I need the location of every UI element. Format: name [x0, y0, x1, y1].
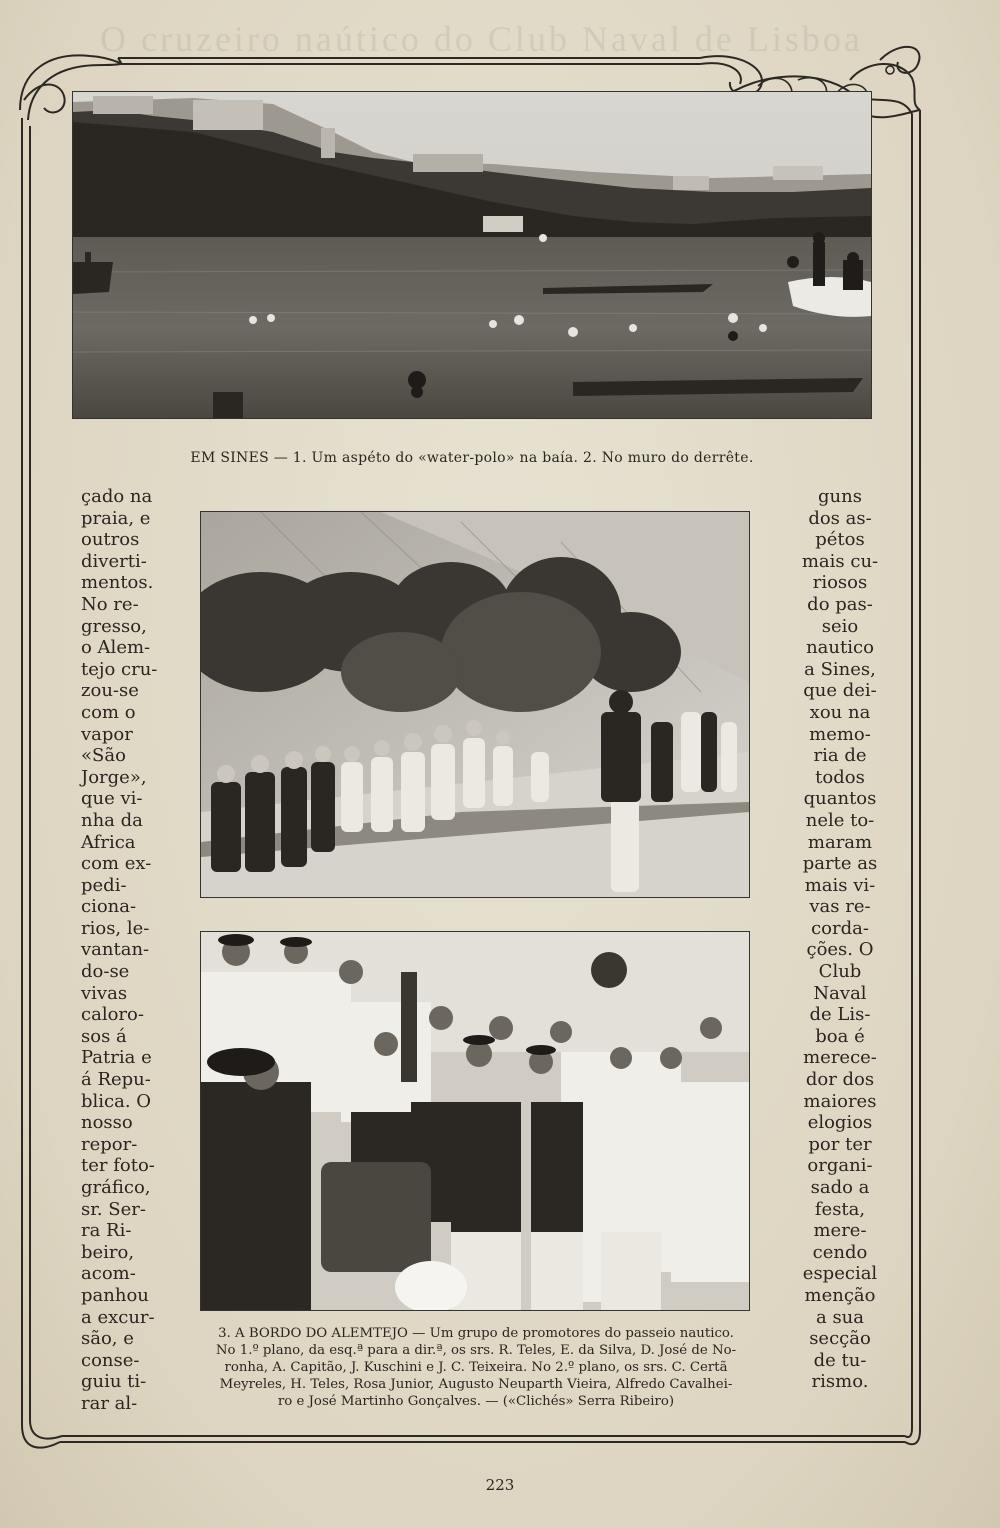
- caption-line: ro e José Martinho Gonçalves. — («Clichés» Serra Ribeiro): [277, 1394, 675, 1409]
- text-line: vivas: [81, 982, 128, 1004]
- text-line: maram: [807, 831, 873, 853]
- text-line: organi-: [807, 1155, 873, 1177]
- caption-line: Meyreles, H. Teles, Rosa Junior, Augusto Neuparth Vieira, Alfredo Cavalhei-: [219, 1377, 733, 1392]
- text-line: nosso: [81, 1112, 133, 1134]
- text-line: zou-se: [81, 680, 139, 702]
- text-line: repor-: [81, 1133, 138, 1155]
- text-line: de Lis-: [809, 1004, 871, 1026]
- caption-line: 3. A BORDO DO ALEMTEJO — Um grupo de promotores do passeio nautico.: [218, 1326, 734, 1341]
- text-line: nautico: [806, 637, 874, 659]
- text-line: Club: [818, 961, 862, 983]
- text-line: Naval: [813, 982, 867, 1004]
- text-line: são, e: [81, 1328, 134, 1350]
- left-text-column: [81, 486, 158, 1415]
- caption-line: No 1.º plano, da esq.ª para a dir.ª, os srs. R. Teles, E. da Silva, D. José de No-: [215, 1343, 737, 1358]
- text-line: praia, e: [81, 507, 151, 529]
- text-line: Jorge»,: [81, 766, 147, 788]
- text-line: do-se: [81, 961, 130, 983]
- text-line: mais vi-: [804, 874, 876, 896]
- text-line: quantos: [803, 788, 877, 810]
- text-line: pétos: [815, 529, 865, 551]
- figure-caption-top: EM SINES — 1. Um aspéto do «water-polo» na baía. 2. No muro do derrête.: [190, 450, 754, 466]
- text-line: cendo: [812, 1241, 868, 1263]
- text-line: panhou: [81, 1284, 149, 1306]
- text-line: seio: [821, 615, 859, 637]
- wall-group-photo: [201, 512, 749, 897]
- text-line: de tu-: [813, 1349, 867, 1371]
- text-line: todos: [815, 766, 865, 788]
- text-line: conse-: [81, 1349, 140, 1371]
- text-line: dor dos: [805, 1069, 875, 1091]
- text-line: mais cu-: [801, 550, 879, 572]
- text-line: gráfico,: [81, 1177, 151, 1198]
- text-line: secção: [809, 1328, 871, 1350]
- text-line: corda-: [811, 917, 869, 939]
- text-line: gresso,: [81, 615, 147, 637]
- text-line: vantan-: [81, 939, 150, 961]
- text-line: memo-: [809, 723, 871, 745]
- text-line: festa,: [814, 1198, 866, 1220]
- text-line: com o: [81, 701, 136, 723]
- text-line: caloro-: [81, 1004, 144, 1026]
- text-line: a excur-: [81, 1306, 155, 1328]
- text-line: parte as: [802, 853, 878, 875]
- text-line: que dei-: [803, 680, 877, 702]
- text-line: riosos: [812, 572, 868, 594]
- text-line: çado na: [81, 486, 153, 507]
- right-text-column: [800, 486, 880, 1393]
- text-line: guiu ti-: [81, 1371, 147, 1393]
- text-line: mere-: [813, 1220, 867, 1242]
- text-line: a sua: [815, 1306, 864, 1328]
- text-line: ciona-: [81, 896, 137, 918]
- text-line: Patria e: [81, 1047, 152, 1069]
- text-line: com ex-: [81, 853, 152, 875]
- text-line: vapor: [81, 723, 133, 745]
- text-line: sado a: [810, 1177, 870, 1198]
- text-line: outros: [81, 529, 140, 551]
- show-through-title: O cruzeiro naútico do Club Naval de Lisboa: [100, 19, 863, 59]
- text-line: mentos.: [81, 572, 154, 594]
- text-line: No re-: [81, 593, 139, 615]
- text-line: ra Ri-: [81, 1220, 132, 1242]
- page-number: 223: [485, 1476, 515, 1494]
- text-line: especial: [802, 1263, 878, 1285]
- text-line: «São: [81, 745, 126, 767]
- text-line: boa é: [815, 1025, 865, 1047]
- text-line: nele to-: [805, 809, 875, 831]
- text-line: acom-: [81, 1263, 136, 1285]
- text-line: Africa: [81, 831, 136, 853]
- text-line: ções. O: [806, 939, 874, 961]
- text-line: por ter: [808, 1133, 872, 1155]
- text-line: que vi-: [81, 788, 143, 810]
- text-line: ter foto-: [81, 1155, 155, 1177]
- aboard-alemtejo-photo: [201, 932, 749, 1310]
- text-line: blica. O: [81, 1090, 152, 1112]
- text-line: sos á: [81, 1025, 127, 1047]
- text-line: xou na: [809, 701, 871, 723]
- text-line: guns: [818, 486, 862, 507]
- text-line: pedi-: [81, 874, 127, 896]
- wall-group-image: [201, 512, 749, 897]
- text-line: rios, le-: [81, 917, 150, 939]
- text-line: tejo cru-: [81, 658, 158, 680]
- water-polo-image: [73, 92, 871, 418]
- text-line: vas re-: [809, 896, 871, 918]
- text-line: o Alem-: [81, 637, 151, 659]
- text-line: nha da: [81, 809, 143, 831]
- text-line: menção: [804, 1284, 876, 1306]
- text-line: ria de: [813, 745, 867, 767]
- text-line: diverti-: [81, 550, 147, 572]
- text-line: beiro,: [81, 1241, 135, 1263]
- text-line: sr. Ser-: [81, 1198, 146, 1220]
- text-line: dos as-: [808, 507, 872, 529]
- text-line: merece-: [803, 1047, 877, 1069]
- text-line: rar al-: [81, 1392, 138, 1414]
- text-line: elogios: [807, 1112, 873, 1134]
- text-line: rismo.: [811, 1371, 869, 1393]
- aboard-alemtejo-image: [201, 932, 749, 1310]
- water-polo-photo: [73, 92, 871, 418]
- text-line: á Repu-: [81, 1069, 151, 1091]
- text-line: a Sines,: [804, 658, 876, 680]
- figure-caption-bottom: [170, 1325, 782, 1410]
- text-line: do pas-: [807, 593, 873, 615]
- text-line: maiores: [803, 1090, 877, 1112]
- caption-line: ronha, A. Capitão, J. Kuschini e J. C. Teixeira. No 2.º plano, os srs. C. Certã: [224, 1360, 728, 1375]
